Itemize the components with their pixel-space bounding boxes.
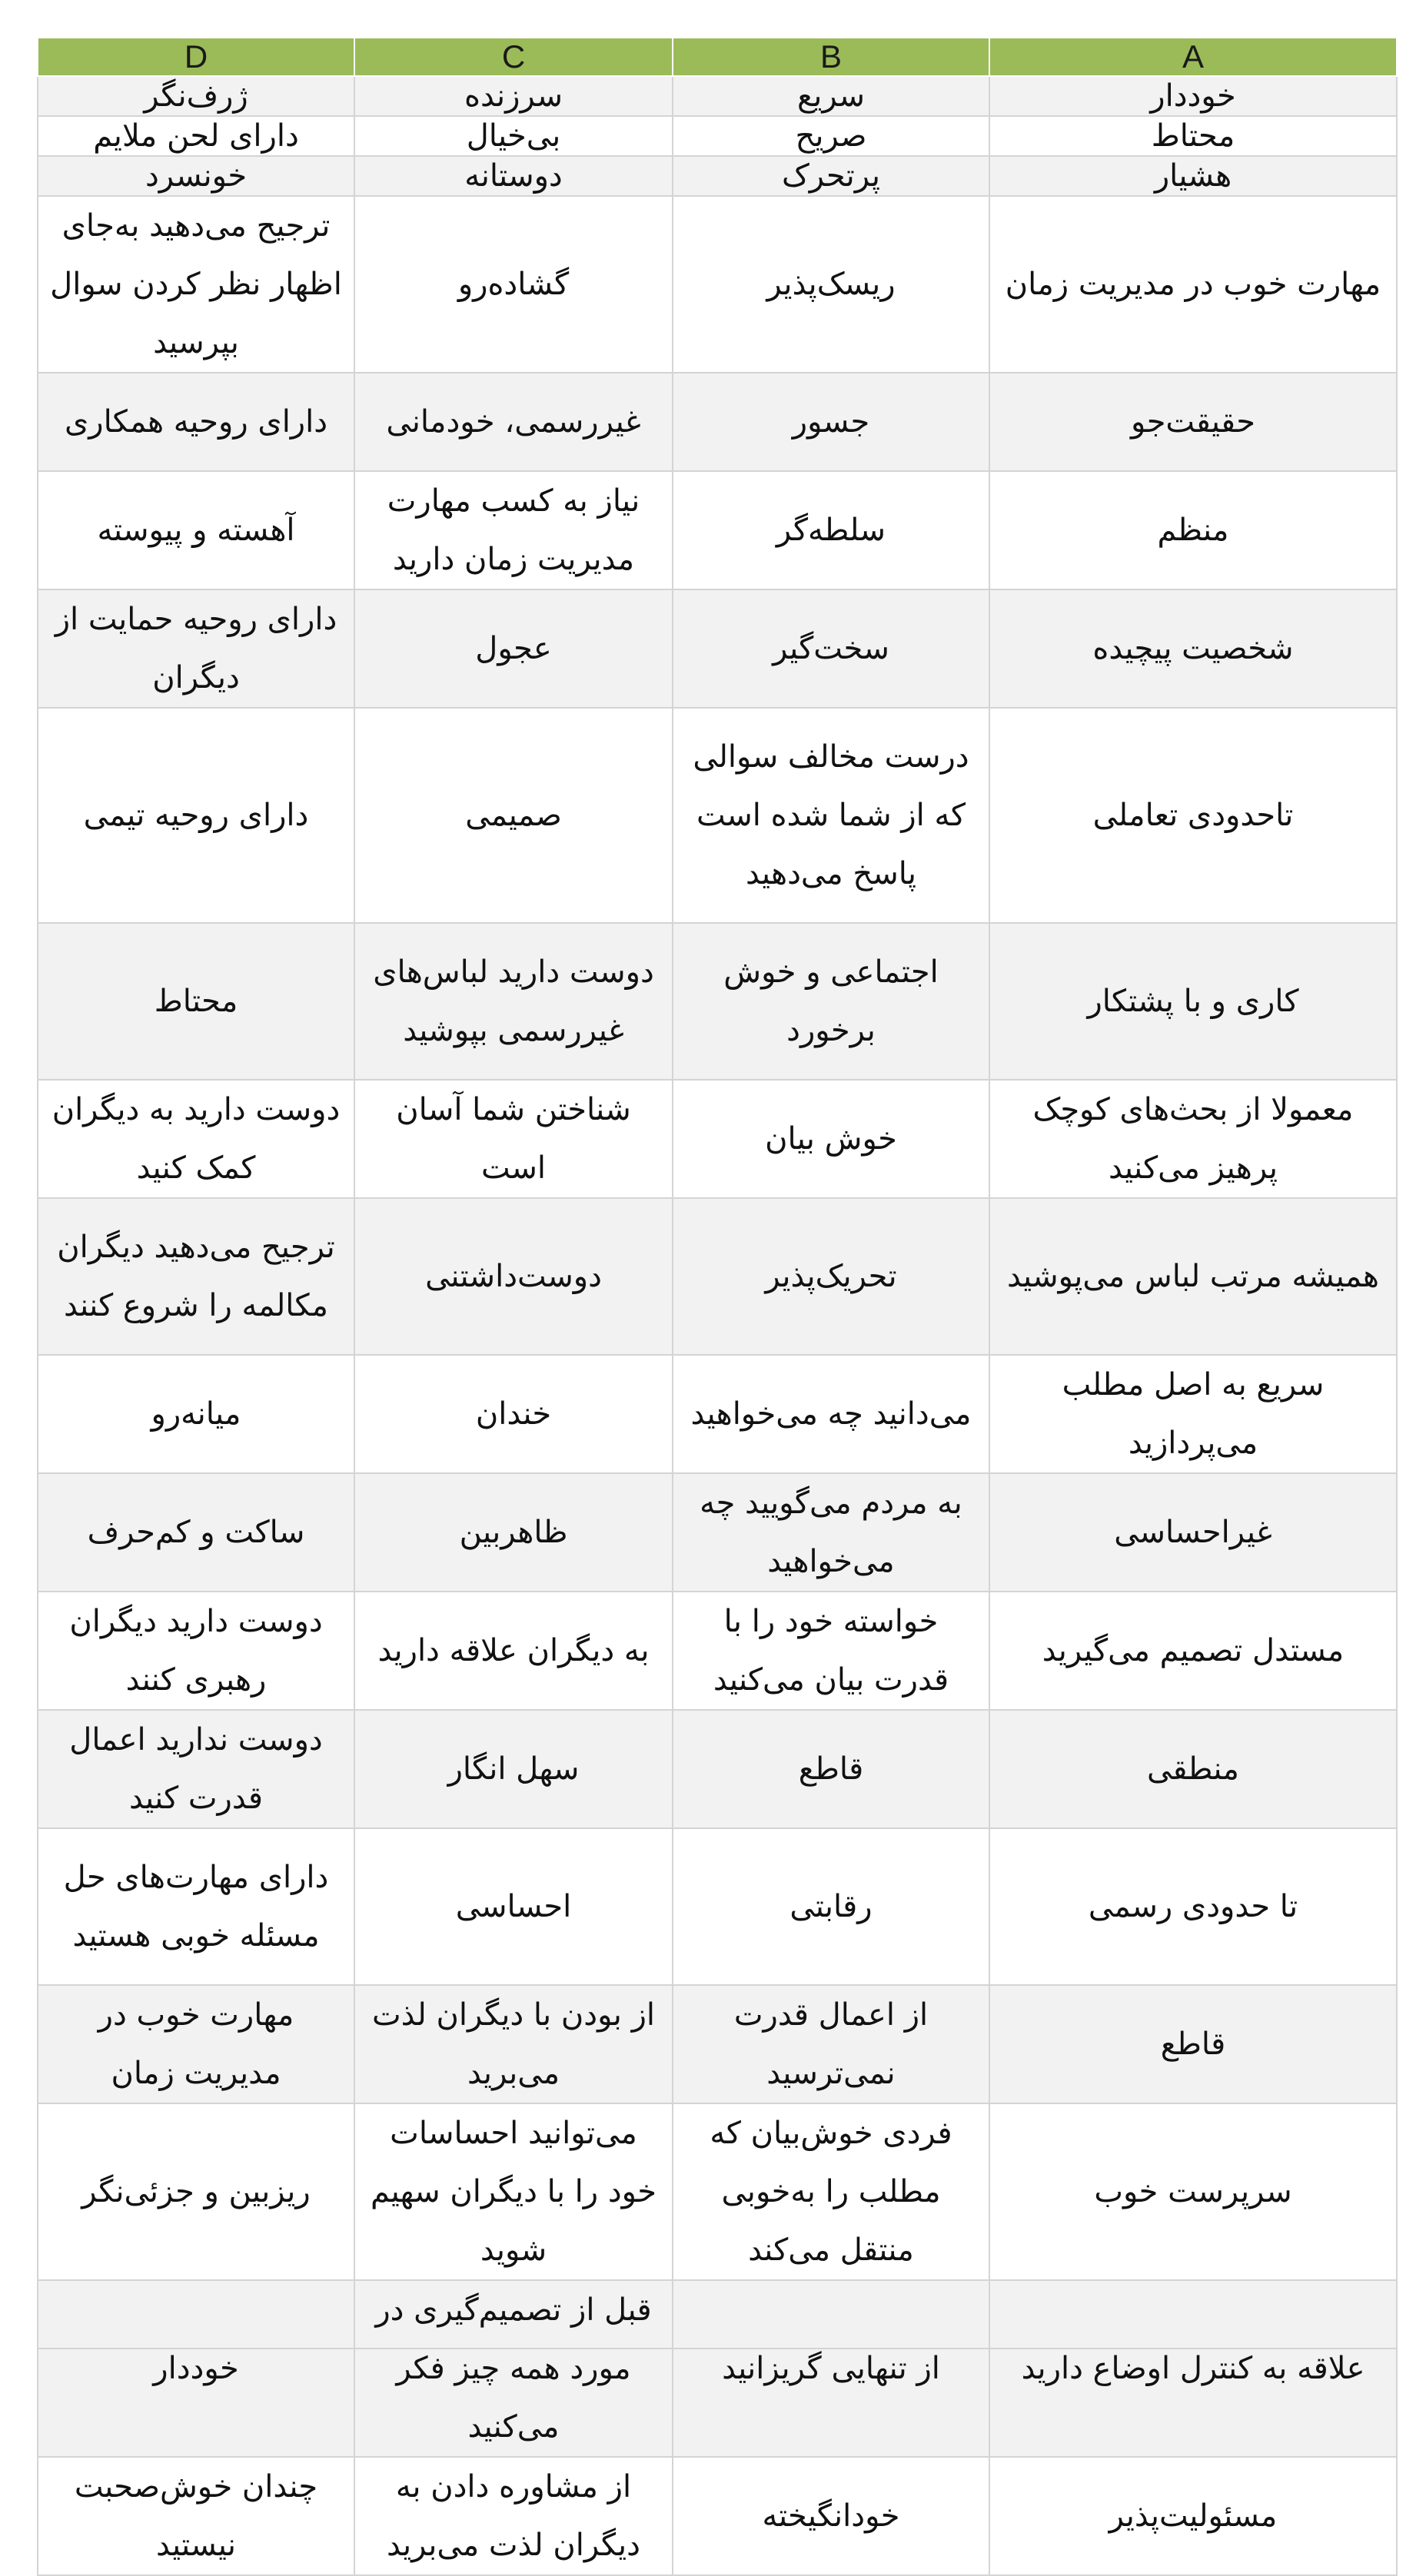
cell-c: سرزنده — [354, 76, 673, 116]
cell-d: مهارت خوب در مدیریت زمان — [38, 1985, 354, 2103]
table-row — [38, 116, 1397, 156]
table-row — [38, 156, 1397, 196]
cell-a: خوددار — [989, 76, 1397, 116]
cell-b: می‌دانید چه می‌خواهید — [673, 1355, 989, 1473]
column-header-c: C — [354, 38, 673, 76]
cell-b: از تنهایی گریزانید — [673, 2280, 989, 2457]
cell-b: سریع — [673, 76, 989, 116]
table-row — [38, 76, 1397, 116]
header-row — [38, 38, 1397, 76]
cell-b: ریسک‌پذیر — [673, 196, 989, 373]
column-header-a: A — [989, 38, 1397, 76]
cell-c: شناختن شما آسان است — [354, 1080, 673, 1198]
cell-b: قاطع — [673, 1710, 989, 1828]
cell-c: می‌توانید احساسات خود را با دیگران سهیم شوید — [354, 2103, 673, 2280]
cell-a: معمولا از بحث‌های کوچک پرهیز می‌کنید — [989, 1080, 1397, 1198]
cell-d: دارای روحیه حمایت از دیگران — [38, 589, 354, 708]
cell-b: صریح — [673, 116, 989, 156]
cell-c: دوست‌داشتنی — [354, 1198, 673, 1355]
cell-b: رقابتی — [673, 1828, 989, 1985]
table-row — [38, 1985, 1397, 2103]
cell-c: عجول — [354, 589, 673, 708]
cell-a: علاقه به کنترل اوضاع دارید — [989, 2280, 1397, 2457]
cell-b: از اعمال قدرت نمی‌ترسید — [673, 1985, 989, 2103]
table-row — [38, 708, 1397, 923]
cell-d: ژرف‌نگر — [38, 76, 354, 116]
cell-c: از بودن با دیگران لذت می‌برید — [354, 1985, 673, 2103]
cell-b: خواسته خود را با قدرت بیان می‌کنید — [673, 1592, 989, 1710]
table-row — [38, 589, 1397, 708]
cell-a: همیشه مرتب لباس می‌پوشید — [989, 1198, 1397, 1355]
cell-a: غیراحساسی — [989, 1473, 1397, 1592]
cell-b: سلطه‌گر — [673, 471, 989, 589]
cell-c: بی‌خیال — [354, 116, 673, 156]
cell-d: خونسرد — [38, 156, 354, 196]
cell-a: تا حدودی رسمی — [989, 1828, 1397, 1985]
cell-d: آهسته و پیوسته — [38, 471, 354, 589]
column-header-b: B — [673, 38, 989, 76]
cell-a: تاحدودی تعاملی — [989, 708, 1397, 923]
table-row — [38, 2457, 1397, 2575]
cell-b: سخت‌گیر — [673, 589, 989, 708]
table-row — [38, 1355, 1397, 1473]
cell-d: محتاط — [38, 923, 354, 1080]
cell-a: سریع به اصل مطلب می‌پردازید — [989, 1355, 1397, 1473]
table-row — [38, 471, 1397, 589]
table-row — [38, 923, 1397, 1080]
cell-a: منظم — [989, 471, 1397, 589]
cell-d: دارای مهارت‌های حل مسئله خوبی هستید — [38, 1828, 354, 1985]
table-body — [38, 76, 1397, 2575]
cell-a: محتاط — [989, 116, 1397, 156]
cell-b: خوش بیان — [673, 1080, 989, 1198]
personality-traits-table — [37, 37, 1398, 2576]
cell-c: غیررسمی، خودمانی — [354, 373, 673, 471]
cell-b: به مردم می‌گویید چه می‌خواهید — [673, 1473, 989, 1592]
cell-d: چندان خوش‌صحبت نیستید — [38, 2457, 354, 2575]
cell-c: به دیگران علاقه دارید — [354, 1592, 673, 1710]
table-row — [38, 373, 1397, 471]
cell-c: گشاده‌رو — [354, 196, 673, 373]
table-row — [38, 1710, 1397, 1828]
cell-d: ترجیح می‌دهید به‌جای اظهار نظر کردن سوال بپرسید — [38, 196, 354, 373]
table-row — [38, 1592, 1397, 1710]
cell-d: دارای روحیه همکاری — [38, 373, 354, 471]
cell-a: هشیار — [989, 156, 1397, 196]
table-row — [38, 1473, 1397, 1592]
cell-d: دارای لحن ملایم — [38, 116, 354, 156]
table-header — [38, 38, 1397, 76]
cell-a: حقیقت‌جو — [989, 373, 1397, 471]
cell-d: دوست دارید دیگران رهبری کنند — [38, 1592, 354, 1710]
cell-a: مسئولیت‌پذیر — [989, 2457, 1397, 2575]
cell-a: قاطع — [989, 1985, 1397, 2103]
cell-b: پرتحرک — [673, 156, 989, 196]
cell-d: دارای روحیه تیمی — [38, 708, 354, 923]
cell-c: احساسی — [354, 1828, 673, 1985]
cell-b: تحریک‌پذیر — [673, 1198, 989, 1355]
cell-c: از مشاوره دادن به دیگران لذت می‌برید — [354, 2457, 673, 2575]
cell-a: شخصیت پیچیده — [989, 589, 1397, 708]
cell-b: فردی خوش‌بیان که مطلب را به‌خوبی منتقل می‌کند — [673, 2103, 989, 2280]
column-header-d: D — [38, 38, 354, 76]
table-row — [38, 1198, 1397, 1355]
cell-c: دوستانه — [354, 156, 673, 196]
table-row — [38, 2280, 1397, 2457]
cell-d: ساکت و کم‌حرف — [38, 1473, 354, 1592]
table-row — [38, 1828, 1397, 1985]
cell-a: مهارت خوب در مدیریت زمان — [989, 196, 1397, 373]
cell-c: دوست دارید لباس‌های غیررسمی بپوشید — [354, 923, 673, 1080]
table-row — [38, 1080, 1397, 1198]
cell-a: کاری و با پشتکار — [989, 923, 1397, 1080]
cell-b: درست مخالف سوالی که از شما شده است پاسخ می‌دهید — [673, 708, 989, 923]
table-row — [38, 196, 1397, 373]
cell-a: مستدل تصمیم می‌گیرید — [989, 1592, 1397, 1710]
cell-c: نیاز به کسب مهارت مدیریت زمان دارید — [354, 471, 673, 589]
cell-b: خودانگیخته — [673, 2457, 989, 2575]
cell-d: میانه‌رو — [38, 1355, 354, 1473]
cell-d: ریزبین و جزئی‌نگر — [38, 2103, 354, 2280]
cell-d: دوست دارید به دیگران کمک کنید — [38, 1080, 354, 1198]
cell-a: سرپرست خوب — [989, 2103, 1397, 2280]
cell-c: سهل انگار — [354, 1710, 673, 1828]
cell-d: دوست ندارید اعمال قدرت کنید — [38, 1710, 354, 1828]
bottom-rule — [37, 2348, 1396, 2349]
cell-b: اجتماعی و خوش برخورد — [673, 923, 989, 1080]
cell-c: قبل از تصمیم‌گیری در مورد همه چیز فکر می‌کنید — [354, 2280, 673, 2457]
table-row — [38, 2103, 1397, 2280]
trait-table-wrapper — [37, 37, 1396, 2576]
cell-c: ظاهربین — [354, 1473, 673, 1592]
cell-c: خندان — [354, 1355, 673, 1473]
cell-d: خوددار — [38, 2280, 354, 2457]
cell-a: منطقی — [989, 1710, 1397, 1828]
cell-d: ترجیح می‌دهید دیگران مکالمه را شروع کنند — [38, 1198, 354, 1355]
cell-b: جسور — [673, 373, 989, 471]
cell-c: صمیمی — [354, 708, 673, 923]
